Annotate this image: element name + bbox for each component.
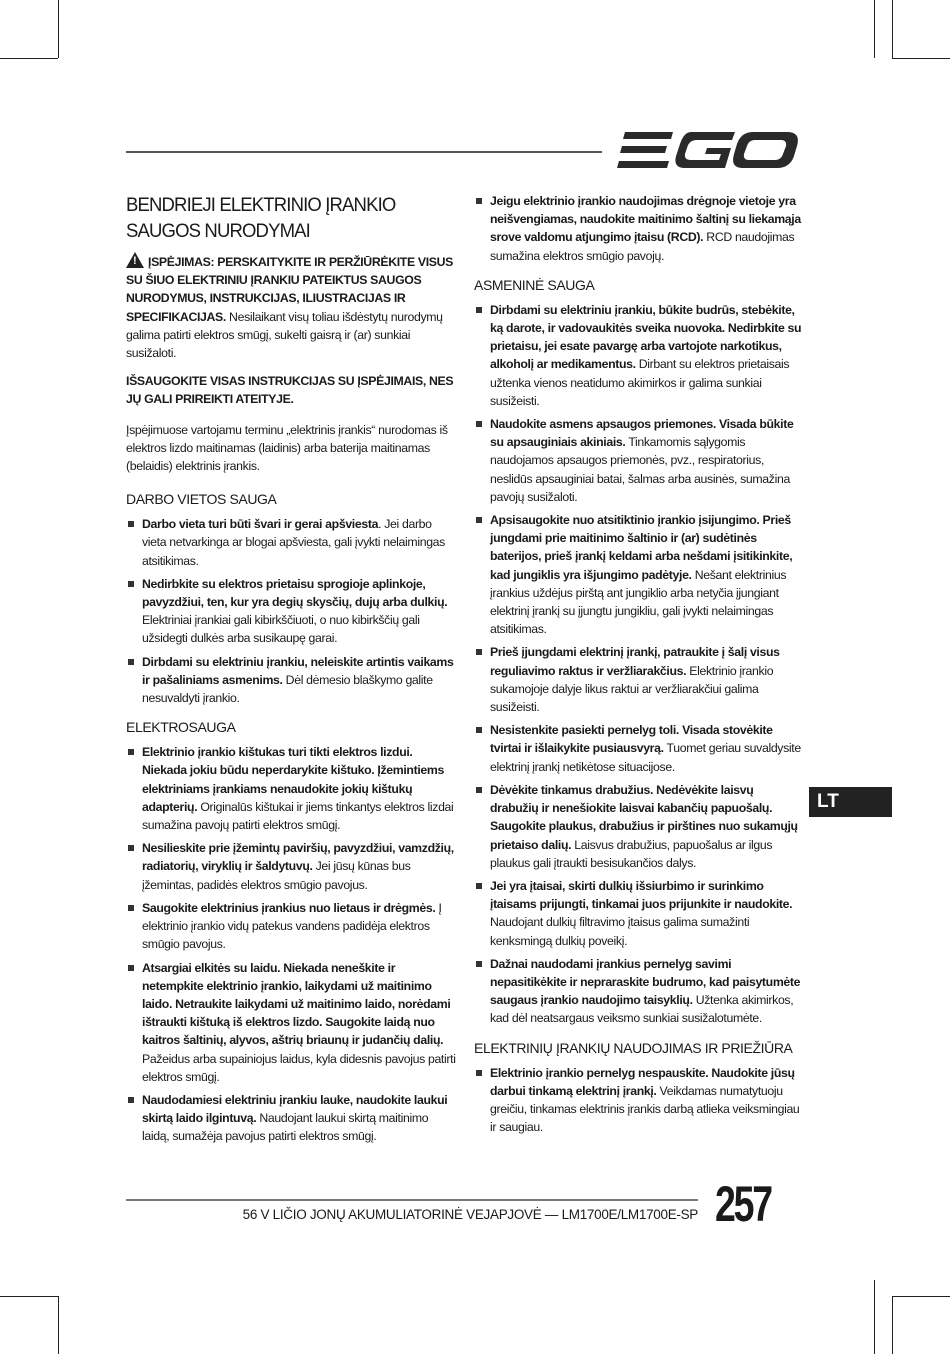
footer-text: 56 V LIČIO JONŲ AKUMULIATORINĖ VEJAPJOVĖ — LM1700E/LM1700E-SP (242, 1207, 698, 1222)
list-item: Saugokite elektrinius įrankius nuo lietaus ir drėgmės. Į elektrinio įrankio vidų patekus vandens padidėja elektros smūgio pavojus. (126, 899, 456, 954)
list-item: Elektrinio įrankio kištukas turi tikti elektros lizdui. Niekada jokiu būdu neperdarykite kištuko. Įžemintiems elektriniams įrankiams nenaudokite jokių kištukų adapterių. Originalūs kištukai ir jiems tinkantys elektros lizdai sumažina pavojų patirti elektros smūgį. (126, 743, 456, 834)
list-item: Dirbdami su elektriniu įrankiu, būkite budrūs, stebėkite, ką darote, ir vadovaukitės sveika nuovoka. Nedirbkite su prietaisu, jei esate pavargę arba vartojote narkotikus, alkoholį ar medikamentus. Dirbant su elektros prietaisais užtenka vienos neatidumo akimirkos ir galima sunkiai susižeisti. (474, 301, 802, 410)
crop-mark (892, 58, 950, 59)
warning-text: Nesilaikant visų toliau išdėstytų nurodymų galima patirti elektros smūgį, sukelti gaisrą ir (ar) sunkiai susižaloti. (126, 309, 443, 361)
list-item: Naudokite asmens apsaugos priemones. Visada būkite su apsauginiais akiniais. Tinkamomis sąlygomis naudojamos apsaugos priemonės, pvz., respiratorius, neslidūs apsauginiai batai, šalmas arba ausinės, sumažina pavojų susižaloti. (474, 415, 802, 506)
crop-mark (892, 1296, 950, 1297)
header-rule (126, 151, 602, 153)
left-column (126, 192, 456, 1156)
bullet-list (474, 1064, 802, 1137)
list-item: Dirbdami su elektriniu įrankiu, neleiskite artintis vaikams ir pašaliniams asmenims. Dėl dėmesio blaškymo galite nesuvaldyti įrankio. (126, 653, 456, 708)
section-heading: ELEKTROSAUGA (126, 719, 236, 736)
ego-logo (617, 130, 799, 170)
list-item: Nesilieskite prie įžemintų paviršių, pavyzdžiui, vamzdžių, radiatorių, viryklių ir šaldytuvų. Jei jūsų kūnas bus įžemintas, padidės elektros smūgio pavojus. (126, 839, 456, 894)
footer-rule (126, 1199, 698, 1201)
page-number: 257 (715, 1176, 771, 1232)
crop-mark (58, 1296, 59, 1354)
crop-mark (874, 1280, 875, 1296)
crop-mark (892, 1296, 893, 1354)
crop-mark (0, 1296, 58, 1297)
list-item: Elektrinio įrankio pernelyg nespauskite. Naudokite jūsų darbui tinkamą elektrinį įrankį. Veikdamas numatytuoju greičiu, tinkamas elektrinis įrankis darbą atlieka veiksmingiau ir saugiau. (474, 1064, 802, 1137)
language-tab: LT (809, 787, 892, 817)
warning-bold: ĮSPĖJIMAS: PERSKAITYKITE IR PERŽIŪRĖKITE VISUS SU ŠIUO ELEKTRINIU ĮRANKIU PATEIKTUS SAUGOS NURODYMUS, INSTRUKCIJAS, ILIUSTRACIJAS IR SPECIFIKACIJAS. (126, 255, 454, 324)
crop-mark (874, 1296, 875, 1354)
section-heading: ELEKTRINIŲ ĮRANKIŲ NAUDOJIMAS IR PRIEŽIŪRA (474, 1039, 793, 1056)
ego-logo-text: EGO (617, 130, 620, 131)
list-item: Dažnai naudodami įrankius pernelyg savimi nepasitikėkite ir nepraraskite budrumo, kad paisytumėte saugaus įrankio naudojimo taisyklių. Užtenka akimirkos, kad dėl neatsargaus veiksmo sunkiai susižalotumėte. (474, 955, 802, 1028)
crop-mark (0, 58, 58, 59)
list-item: Nedirbkite su elektros prietaisu sprogioje aplinkoje, pavyzdžiui, ten, kur yra degių skysčių, dujų arba dulkių. Elektriniai įrankiai gali kibirkščiuoti, o nuo kibirkščių gali užsidegti dulkės arba susikaupę garai. (126, 575, 456, 648)
list-item: Darbo vieta turi būti švari ir gerai apšviesta. Jei darbo vieta netvarkinga ar blogai apšviesta, gali įvykti nelaimingas atsitikimas. (126, 515, 456, 570)
list-item: Atsargiai elkitės su laidu. Niekada neneškite ir netempkite elektrinio įrankio, laikydami už maitinimo laido. Netraukite laikydami už maitinimo laido, norėdami ištraukti kištuką iš elektros lizdo. Saugokite laidą nuo kaitros šaltinių, alyvos, aštrių briaunų ir judančių dalių. Pažeidus arba supainiojus laidus, kyla didesnis pavojus patirti elektros smūgį. (126, 959, 456, 1086)
section-heading: ASMENINĖ SAUGA (474, 276, 595, 293)
bullet-list (126, 743, 456, 1145)
right-column (474, 192, 802, 1146)
list-item: Jeigu elektrinio įrankio naudojimas drėgnoje vietoje yra neišvengiamas, naudokite maitinimo šaltinį su liekamąja srove valdomu atjungimo įtaisu (RCD). RCD naudojimas sumažina elektros smūgio pavojų. (474, 192, 802, 265)
bullet-list (474, 301, 802, 1028)
warning-icon (126, 252, 144, 268)
intro-paragraph: Įspėjimuose vartojamu terminu „elektrinis įrankis“ nurodomas iš elektros lizdo maitinamas (laidinis) arba baterija maitinamas (belaidis) elektrinis įrankis. (126, 422, 448, 474)
page-title: BENDRIEJI ELEKTRINIO ĮRANKIO SAUGOS NURODYMAI (126, 194, 396, 242)
list-item: Apsisaugokite nuo atsitiktinio įrankio įsijungimo. Prieš jungdami prie maitinimo šaltinio ir (ar) sudėtinės baterijos, prieš įrankį keldami arba nešdami įsitikinkite, kad jungiklis yra išjungimo padėtyje. Nešant elektrinius įrankius uždėjus pirštą ant jungiklio arba netyčia įjungiant elektrinį įrankį su įjungtu jungikliu, gali įvykti nelaimingas atsitikimas. (474, 511, 802, 638)
list-item: Dėvėkite tinkamus drabužius. Nedėvėkite laisvų drabužių ir nenešiokite laisvai kabančių papuošalų. Saugokite plaukus, drabužius ir pirštines nuo sukamųjų prietaiso dalių. Laisvus drabužius, papuošalus ar ilgus plaukus gali įtraukti besisukančios dalys. (474, 781, 802, 872)
save-instructions: IŠSAUGOKITE VISAS INSTRUKCIJAS SU ĮSPĖJIMAIS, NES JŲ GALI PRIREIKTI ATEITYJE. (126, 374, 454, 407)
bullet-list (126, 515, 456, 707)
crop-mark (874, 0, 875, 58)
bullet-list (474, 192, 802, 265)
warning-paragraph (126, 252, 456, 362)
list-item: Jei yra įtaisai, skirti dulkių išsiurbimo ir surinkimo įtaisams prijungti, tinkamai juos prijunkite ir naudokite. Naudojant dulkių filtravimo įtaisus galima sumažinti kenksmingą dulkių poveikį. (474, 877, 802, 950)
crop-mark (58, 0, 59, 58)
section-heading: DARBO VIETOS SAUGA (126, 491, 277, 508)
list-item: Naudodamiesi elektriniu įrankiu lauke, naudokite laukui skirtą laido ilgintuvą. Naudojant laukui skirtą maitinimo laidą, sumažėja pavojus patirti elektros smūgį. (126, 1091, 456, 1146)
list-item: Nesistenkite pasiekti pernelyg toli. Visada stovėkite tvirtai ir išlaikykite pusiausvyrą. Tuomet geriau suvaldysite elektrinį įrankį netikėtose situacijose. (474, 721, 802, 776)
list-item: Prieš įjungdami elektrinį įrankį, patraukite į šalį visus reguliavimo raktus ir veržliarakčius. Elektrinio įrankio sukamojoje dalyje likus raktui ar veržliarakčiui galima susižeisti. (474, 643, 802, 716)
crop-mark (892, 0, 893, 58)
